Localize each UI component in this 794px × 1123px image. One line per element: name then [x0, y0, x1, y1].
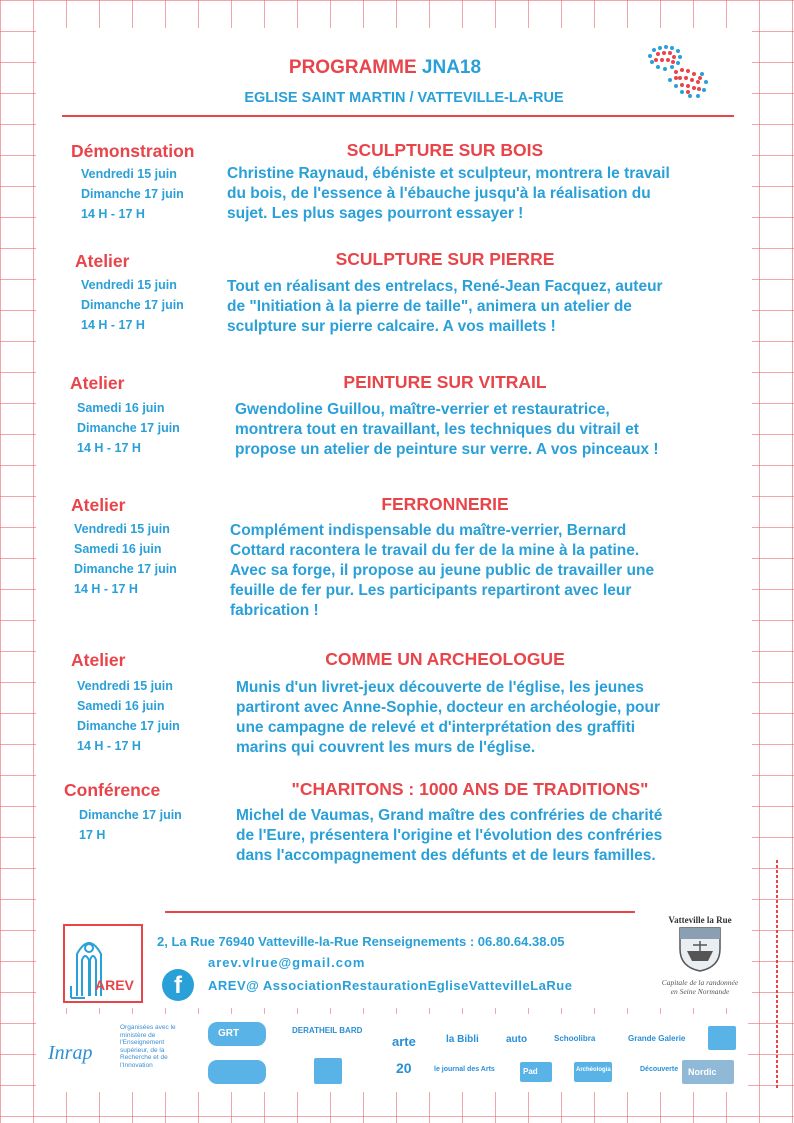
sponsor-logo-text: auto	[506, 1034, 528, 1045]
sponsor-logo-text: Archéologia	[576, 1067, 611, 1073]
town-crest: Vatteville la Rue Capitale de la randonnée en Seine Normande	[661, 915, 739, 996]
event-kind: Atelier	[70, 373, 125, 393]
event-description: Michel de Vaumas, Grand maître des confréries de charité de l'Eure, présentera l'origine et l'évolution des confréries dans l'accompagnement des défunts et de leurs familles.	[236, 807, 663, 864]
sponsor-logo-text: arte	[392, 1034, 416, 1049]
arev-logo: AREV	[63, 924, 143, 1003]
header-divider	[62, 115, 734, 117]
event-title: COMME UN ARCHEOLOGUE	[325, 649, 565, 669]
event-kind: Atelier	[71, 495, 126, 515]
sponsor-logo-text: Pad	[523, 1067, 538, 1076]
page-title: PROGRAMME JNA18	[288, 57, 482, 78]
jna-logo-icon	[640, 40, 716, 108]
event-kind: Atelier	[71, 650, 126, 670]
sponsor-logo-text: la Bibli	[446, 1034, 479, 1045]
sponsor-logo-text: DERATHEIL BARD	[292, 1026, 363, 1035]
footer-divider	[165, 911, 635, 913]
event-dates: Dimanche 17 juin 17 H	[79, 808, 182, 842]
event-description: Complément indispensable du maître-verrier, Bernard Cottard racontera le travail du fer de la mine à la patine. Avec sa forge, il propose au jeune public de travailler une feuille de fer pur. Les participants repartiront avec leur fabrication !	[230, 522, 655, 619]
sponsor-logo-text: Grande Galerie	[628, 1034, 686, 1043]
contact-address: 2, La Rue 76940 Vatteville-la-Rue Renseignements : 06.80.64.38.05	[157, 934, 565, 949]
sponsor-logo	[314, 1058, 342, 1084]
event-title: SCULPTURE SUR BOIS	[346, 140, 544, 160]
sponsor-logo-text: GRT	[218, 1028, 240, 1039]
event-title: "CHARITONS : 1000 ANS DE TRADITIONS"	[291, 779, 649, 799]
event-dates: Samedi 16 juin Dimanche 17 juin 14 H - 17 H	[77, 401, 180, 455]
coat-of-arms-icon	[677, 925, 723, 973]
event-kind: Conférence	[64, 780, 161, 800]
event-dates: Vendredi 15 juin Samedi 16 juin Dimanche 17 juin 14 H - 17 H	[77, 679, 180, 753]
vertical-credit-strip	[772, 860, 782, 1090]
event-kind: Démonstration	[71, 141, 195, 161]
sponsors-strip	[36, 1014, 748, 1092]
event-dates: Vendredi 15 juin Dimanche 17 juin 14 H - 17 H	[81, 167, 184, 221]
event-description: Gwendoline Guillou, maître-verrier et restauratrice, montrera tout en travaillant, les techniques du vitrail et propose un atelier de peinture sur verre. A vos pinceaux !	[235, 401, 659, 458]
sponsor-logo-text: 20	[396, 1060, 412, 1076]
sponsor-logo	[208, 1060, 266, 1084]
sponsor-logo-text: Nordic	[688, 1067, 717, 1077]
inrap-logo: Inrap	[48, 1042, 93, 1064]
event-title: PEINTURE SUR VITRAIL	[343, 372, 547, 392]
facebook-icon[interactable]: f	[162, 969, 194, 1001]
page-subtitle: EGLISE SAINT MARTIN / VATTEVILLE-LA-RUE	[244, 90, 564, 106]
event-description: Christine Raynaud, ébéniste et sculpteur, montrera le travail du bois, de l'essence à l'ébauche jusqu'à la réalisation du sujet. Les plus sages pourront essayer !	[227, 165, 670, 222]
event-description: Munis d'un livret-jeux découverte de l'église, les jeunes partiront avec Anne-Sophie, docteur en archéologie, pour une campagne de relevé et d'interprétation des graffiti marins qui couvrent les murs de l'église.	[236, 679, 661, 756]
event-title: SCULPTURE SUR PIERRE	[335, 249, 555, 269]
sponsor-logo-text: Découverte	[640, 1066, 679, 1073]
contact-email[interactable]: arev.vlrue@gmail.com	[208, 955, 366, 970]
event-title: FERRONNERIE	[381, 494, 509, 514]
sponsor-logo-text: le journal des Arts	[434, 1066, 495, 1073]
facebook-page-link[interactable]: AREV@ AssociationRestaurationEgliseVattevilleLaRue	[208, 978, 573, 993]
sponsor-logo	[708, 1026, 736, 1050]
sponsor-logo-text: Schoolibra	[554, 1034, 596, 1043]
event-kind: Atelier	[75, 251, 130, 271]
event-dates: Vendredi 15 juin Dimanche 17 juin 14 H - 17 H	[81, 278, 184, 332]
organizer-note: Organisées avec le ministère de l'Enseignement supérieur, de la Recherche et de l'Innovation	[120, 1024, 176, 1069]
event-dates: Vendredi 15 juin Samedi 16 juin Dimanche 17 juin 14 H - 17 H	[74, 522, 177, 596]
event-description: Tout en réalisant des entrelacs, René-Jean Facquez, auteur de "Initiation à la pierre de taille", animera un atelier de sculpture sur pierre calcaire. A vos maillets !	[227, 278, 663, 335]
